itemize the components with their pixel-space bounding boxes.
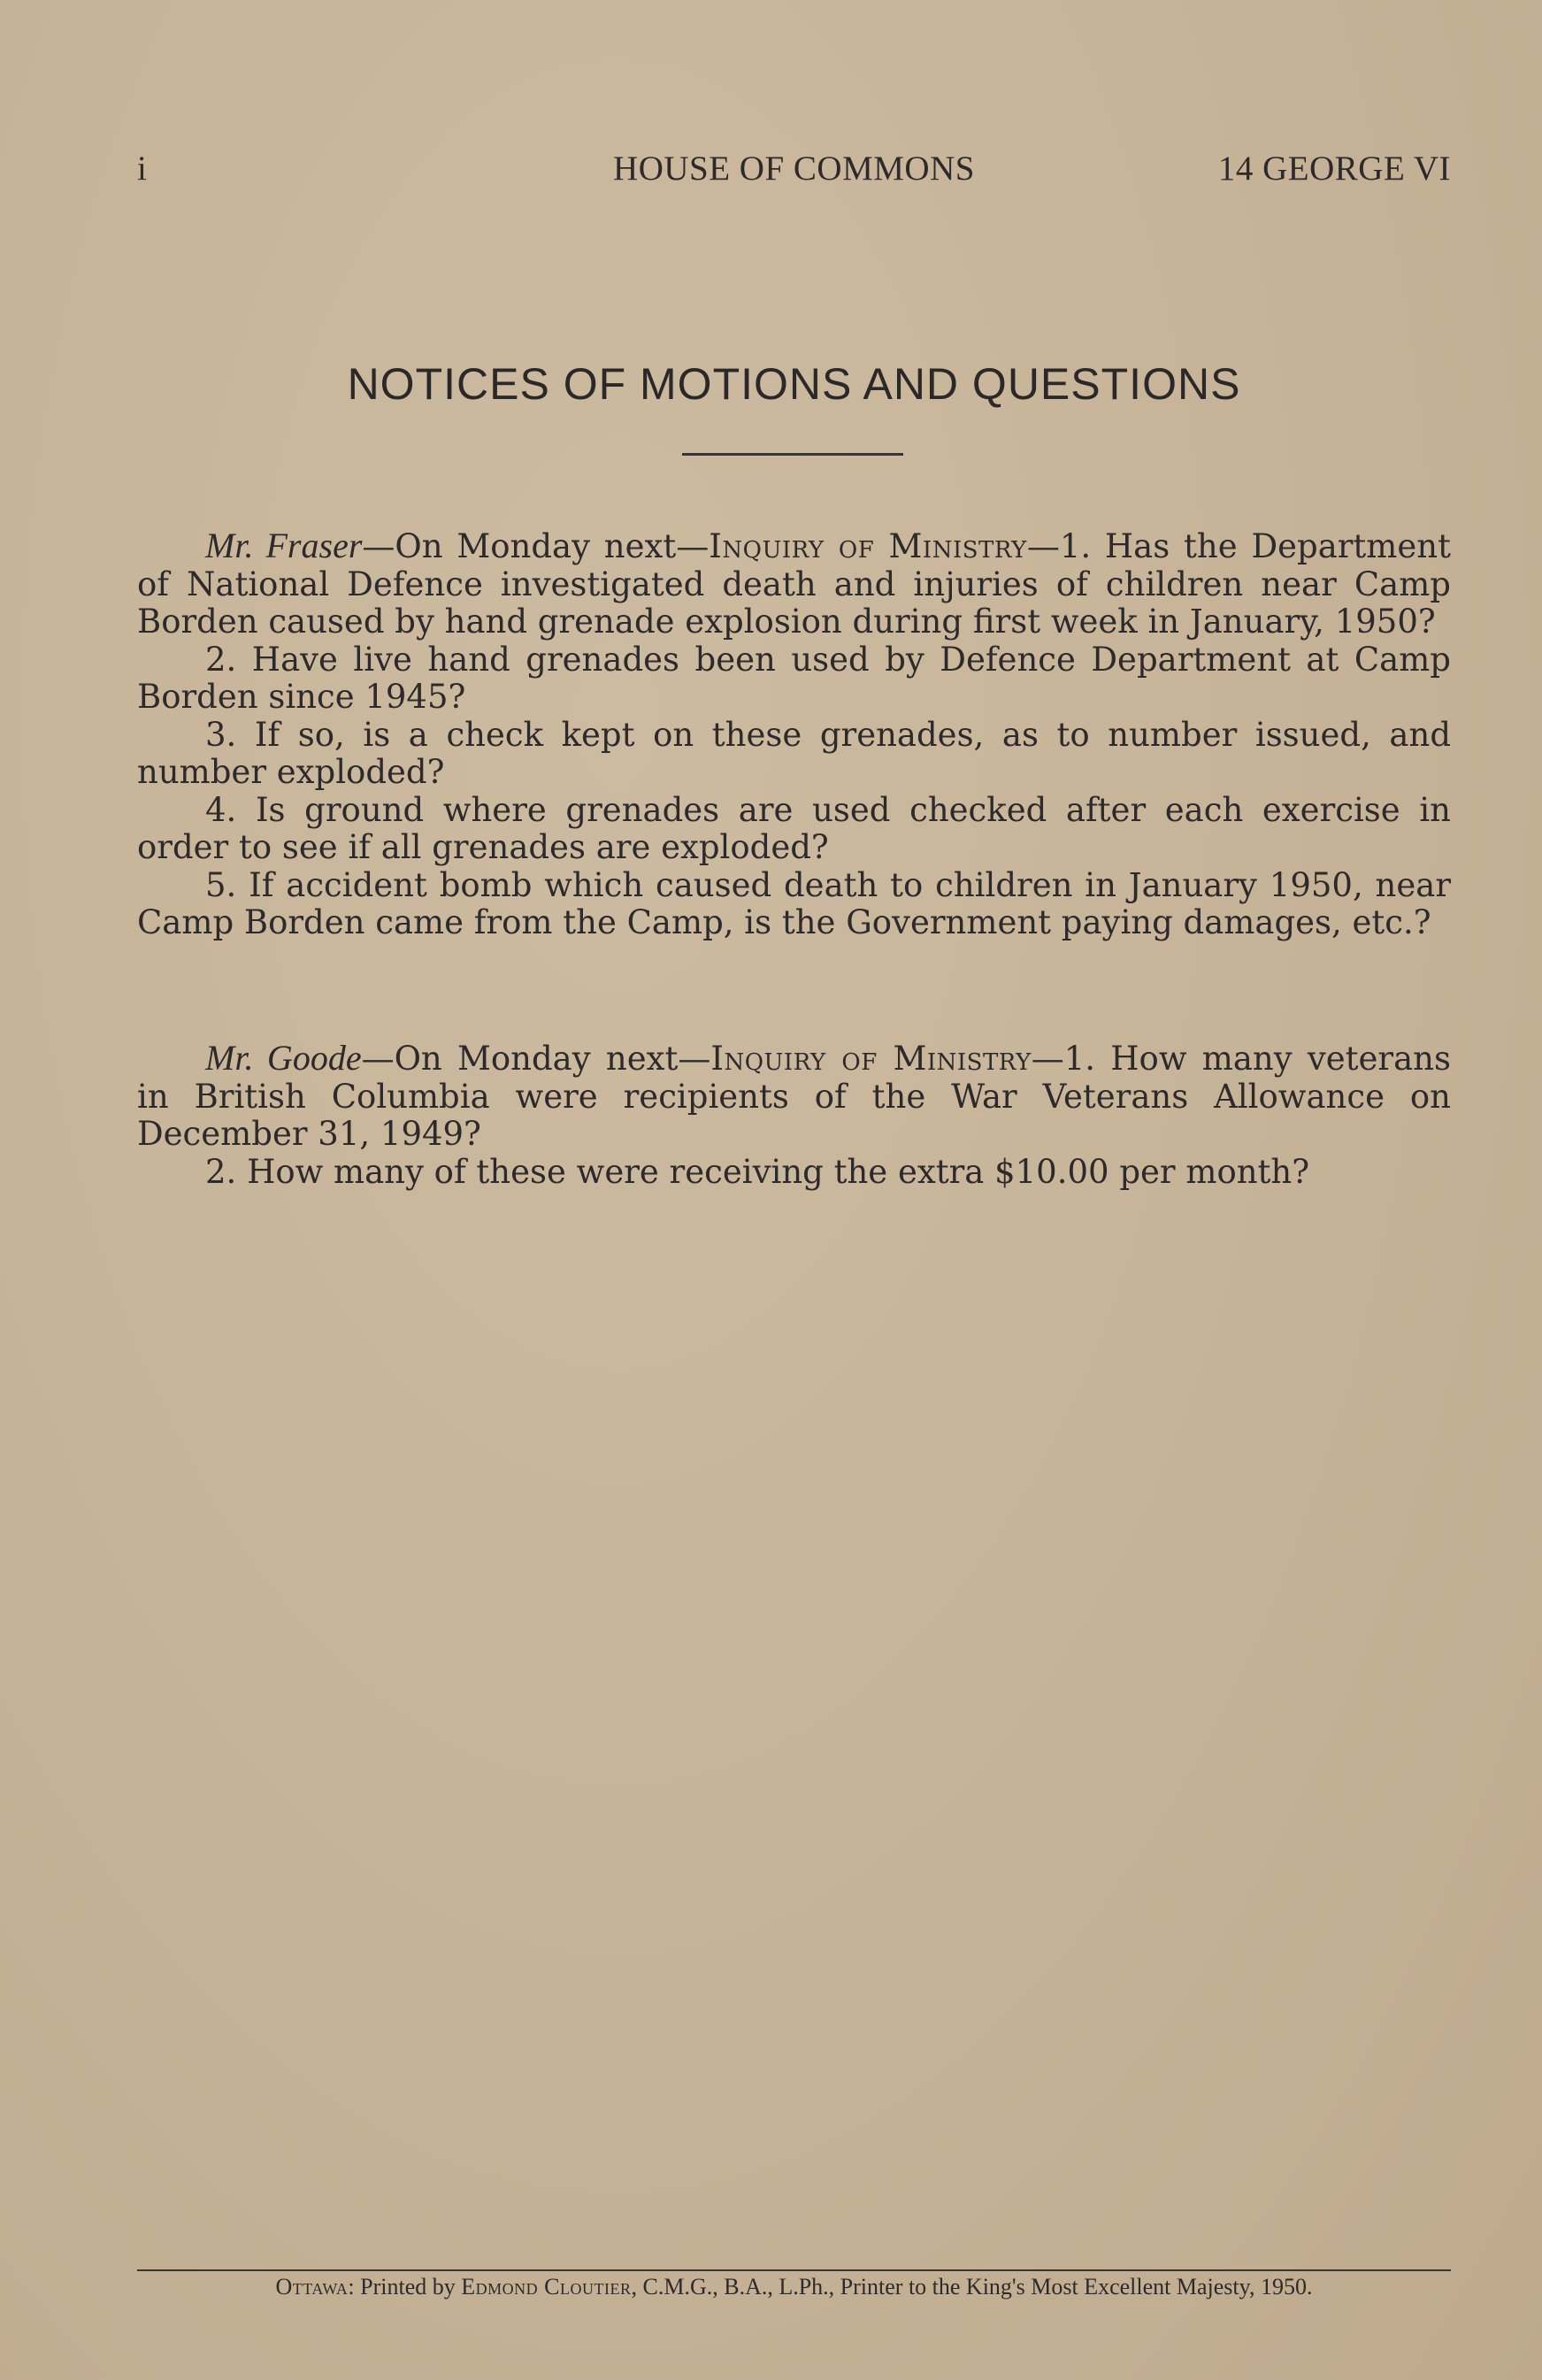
heading-divider [682, 453, 903, 456]
question-paragraph [137, 1040, 1451, 1154]
member-name: Mr. Goode [205, 1038, 362, 1078]
question-fraser [137, 527, 1451, 942]
question-type: Inquiry of Ministry [709, 527, 1027, 565]
page-title: NOTICES OF MOTIONS AND QUESTIONS [347, 359, 1241, 409]
question-item: 4. Is ground where grenades are used checked after each exercise in order to see if all grenades are exploded? [137, 790, 1451, 866]
question-item: 2. Have live hand grenades been used by Defence Department at Camp Borden since 1945? [137, 640, 1451, 716]
imprint-printer: Edmond Cloutier [461, 2274, 632, 2299]
question-text: —1. Has the Department of National Defence investigated death and injuries of children near Camp Borden caused by hand grenade explosion during first week in January, 1950? [137, 527, 1451, 641]
page-number: i [137, 150, 148, 188]
question-item: 2. How many of these were receiving the extra $10.00 per month? [205, 1152, 1310, 1191]
question-goode [137, 1040, 1451, 1191]
imprint-rest: , C.M.G., B.A., L.Ph., Printer to the King's Most Excellent Majesty, 1950. [631, 2274, 1313, 2299]
question-paragraph [137, 527, 1451, 641]
question-item: 3. If so, is a check kept on these grenades, as to number issued, and number exploded? [137, 715, 1451, 791]
footer-divider [137, 2269, 1451, 2271]
question-type: Inquiry of Ministry [710, 1040, 1032, 1078]
running-head [137, 149, 1451, 193]
running-head-title: HOUSE OF COMMONS [613, 150, 975, 188]
imprint-place: Ottawa [275, 2274, 349, 2299]
question-text: —1. How many veterans in British Columbia were recipients of the War Veterans Allowance on December 31, 1949? [137, 1040, 1451, 1153]
question-intro: —On Monday next— [362, 527, 710, 565]
regnal-year: 14 GEORGE VI [1217, 150, 1451, 188]
member-name: Mr. Fraser [205, 526, 363, 565]
printer-imprint [137, 2274, 1451, 2300]
question-intro: —On Monday next— [361, 1040, 711, 1078]
imprint-printed-by: : Printed by [348, 2274, 462, 2299]
question-item: 5. If accident bomb which caused death to children in January 1950, near Camp Borden came from the Camp, is the Government paying damages, etc.? [137, 865, 1451, 941]
